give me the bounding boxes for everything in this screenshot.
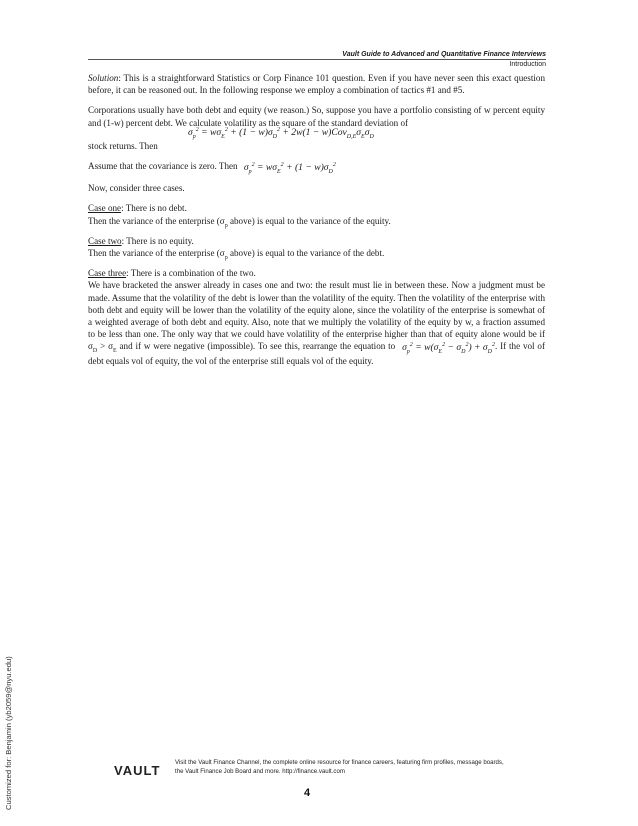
cases-intro-text: Now, consider three cases. bbox=[88, 183, 185, 194]
covariance-paragraph bbox=[88, 160, 545, 174]
customized-sidebar bbox=[4, 628, 14, 810]
case-three-body-a: We have bracketed the answer already in cases one and two: the result must lie in between these. Now a judgment must be made. Assume that the volatility of the debt is lower than the volatility of the equity. Then the volatility of the enterprise with both debt and equity will be lower than the volatility of the equity alone, since the volatility of the enterprise is somewhat of a weighted average of both debt and equity. Also, note that we multiply the volatility of the equity by w, a fraction assumed to be less than one. The only way that we could have volatility of the enterprise higher than that of equity alone would be if bbox=[88, 280, 545, 340]
case-two-rest: : There is no equity. bbox=[121, 235, 194, 246]
running-header bbox=[342, 50, 546, 70]
case-two-line2-a: Then the variance of the enterprise ( bbox=[88, 248, 220, 259]
case-one-label: Case one bbox=[88, 203, 122, 214]
case-three-body-c: . If the vol of debt equals vol of equity, the vol of the enterprise still equals vol of the equity. bbox=[88, 341, 545, 366]
rearranged-equation: $\sigma_p^2 = w(\sigma_E^2 - \sigma_D^2) + \sigma_D^2$ bbox=[402, 342, 495, 356]
case-two: Case two: There is no equity. Then the variance of the enterprise ($\sigma_p$ above) is equal to the variance of the debt. bbox=[88, 235, 385, 261]
variance-equation: $\sigma_p^2 = w\sigma_E^2 + (1 - w)\sigma_D^2 + 2w(1 - w)Cov_{D,E}\sigma_E\sigma_D$ bbox=[188, 126, 374, 140]
portfolio-text: Corporations usually have both debt and equity (we reason.) So, suppose you have a portfolio consisting of w percent equity and (1-w) percent debt. We calculate volatility as the square of the standard deviation of bbox=[88, 105, 545, 128]
guide-title: Vault Guide to Advanced and Quantitative Finance Interviews bbox=[342, 51, 546, 58]
customized-text: Customized for: Benjamin (yb2059@nyu.edu) bbox=[4, 656, 13, 810]
page-body bbox=[88, 72, 545, 375]
section-name: Introduction bbox=[509, 61, 546, 68]
portfolio-paragraph bbox=[88, 104, 545, 128]
stock-returns-line bbox=[88, 140, 545, 152]
cases-intro bbox=[88, 182, 545, 194]
covariance-text: Assume that the covariance is zero. Then bbox=[88, 161, 238, 172]
case-one: Case one: There is no debt. Then the variance of the enterprise ($\sigma_p$ above) is equal to the variance of the equity. bbox=[88, 203, 391, 229]
solution-text: : This is a straightforward Statistics or Corp Finance 101 question. Even if you have never seen this exact question before, it can be reasoned out. In the following response we employ a combination of tactics #1 and #5. bbox=[88, 73, 545, 96]
case-three-rest: : There is a combination of the two. bbox=[126, 268, 256, 279]
zero-cov-equation: $\sigma_p^2 = w\sigma_E^2 + (1 - w)\sigma_D^2$ bbox=[243, 161, 336, 175]
case-three-label: Case three bbox=[88, 268, 127, 279]
case-three: Case three: There is a combination of the two. We have bracketed the answer already in cases one and two: the result must lie in between these. Now a judgment must be made. Assume that the volatility of the debt is lower than the volatility of the equity. Then the volatility of the enterprise with both debt and equity will be lower than the volatility of the equity alone, since the volatility of the enterprise is somewhat of a weighted average of both debt and equity. Also, note that we multiply the volatility of the equity by w, a fraction assumed to be less than one. The only way that we could have volatility of the enterprise higher than that of equity alone would be if $\sigma_D > \sigma_E$ and if w were negative (impossible). To see this, rearrange the equation to $\sigma_p^2 = w(\sigma_E^2 - \sigma_D^2) + \sigma_D^2$. If the vol of debt equals vol of equity, the vol of the enterprise still equals vol of the equity. bbox=[88, 268, 545, 366]
case-one-rest: : There is no debt. bbox=[121, 203, 187, 214]
vault-logo: VAULT bbox=[114, 763, 161, 778]
footer-note: Visit the Vault Finance Channel, the complete online resource for finance careers, featuring firm profiles, message boards, the Vault Finance Job Board and more. http://finance.vault.com bbox=[175, 759, 504, 775]
solution-paragraph bbox=[88, 72, 545, 96]
variance-equation-line bbox=[88, 126, 545, 140]
case-one-line2-a: Then the variance of the enterprise ( bbox=[88, 215, 220, 226]
solution-label: Solution bbox=[88, 73, 119, 83]
case-two-label: Case two bbox=[88, 235, 122, 246]
case-one-line2-b: above) is equal to the variance of the equity. bbox=[227, 215, 391, 226]
case-two-line2-b: above) is equal to the variance of the debt. bbox=[227, 248, 385, 259]
page-number: 4 bbox=[304, 787, 311, 799]
stock-returns-text: stock returns. Then bbox=[88, 140, 158, 151]
header-rule bbox=[88, 59, 546, 60]
case-three-body-b: and if w were negative (impossible). To see this, rearrange the equation to bbox=[116, 341, 396, 352]
